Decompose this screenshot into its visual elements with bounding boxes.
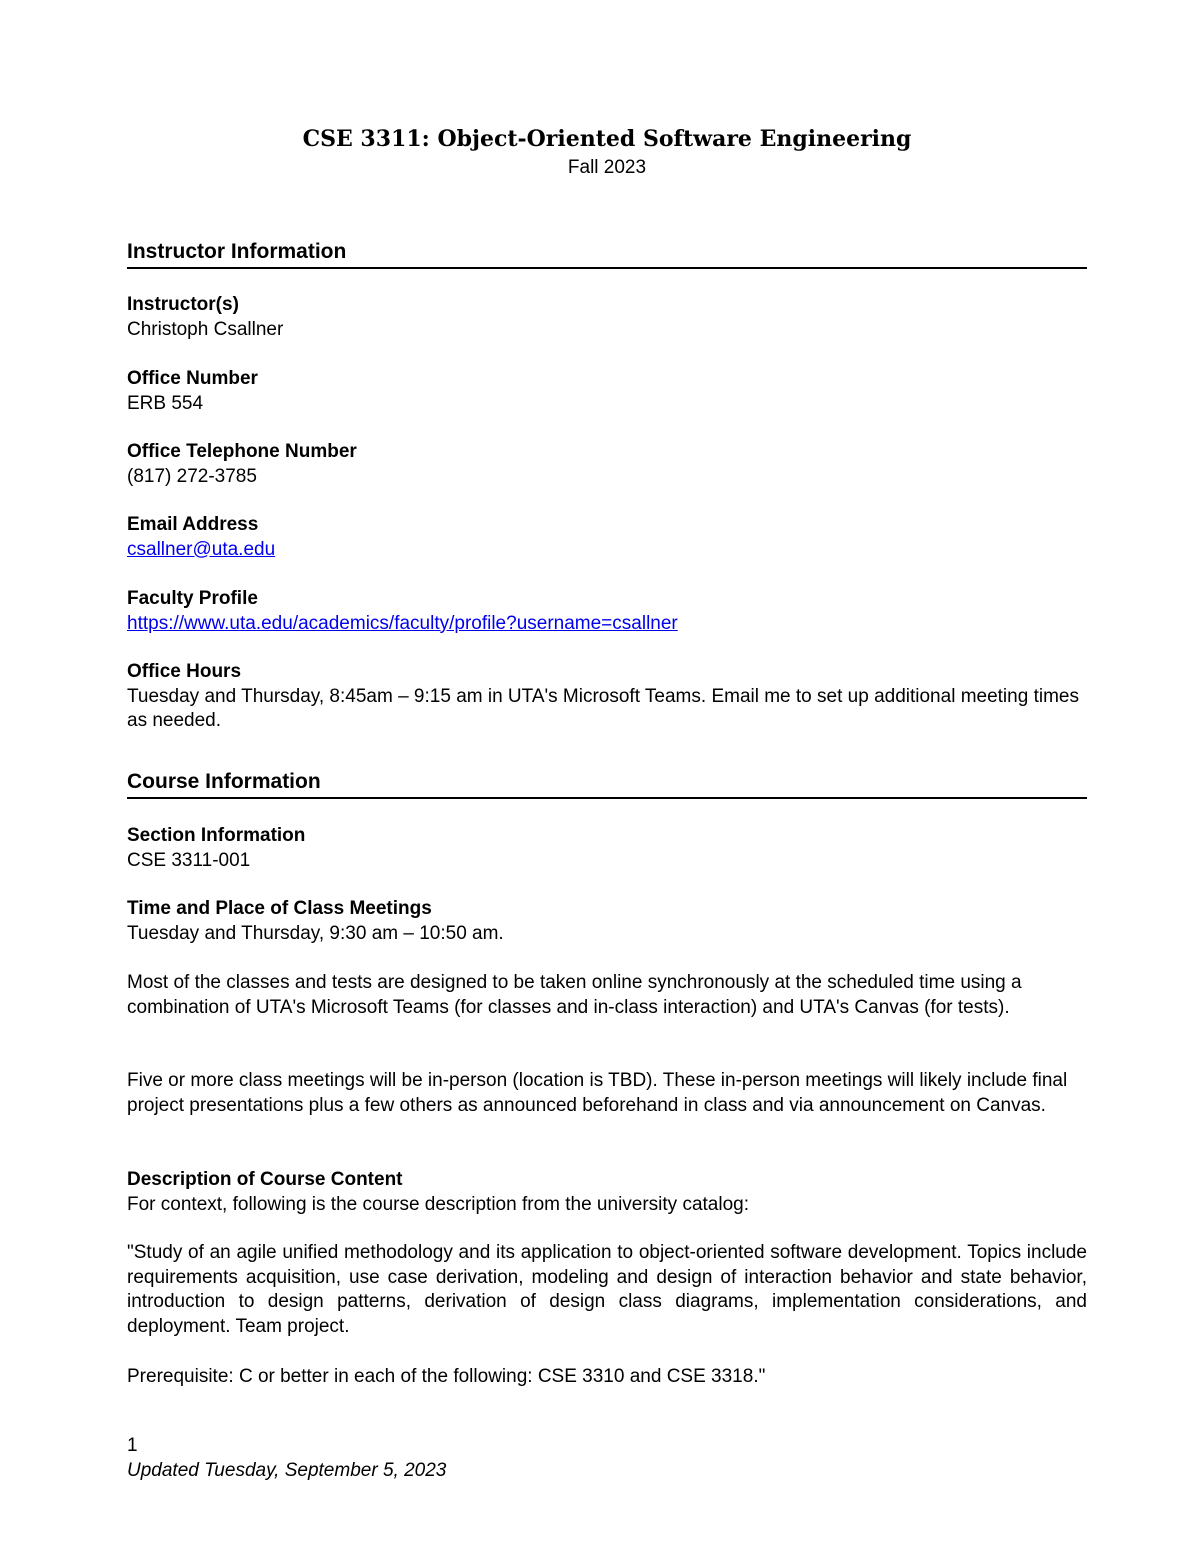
online-classes-paragraph: Most of the classes and tests are designed to be taken online synchronously at the scheduled time using a combination of UTA's Microsoft Teams (for classes and in-class interaction) and UTA's Canvas (for tests).	[127, 972, 1022, 1018]
in-person-paragraph: Five or more class meetings will be in-person (location is TBD). These in-person meetings will likely include final project presentations plus a few others as announced beforehand in class and via announcement on Canvas.	[127, 1070, 1068, 1116]
faculty-profile-label: Faculty Profile	[127, 588, 258, 609]
course-title: CSE 3311: Object-Oriented Software Engineering	[302, 126, 912, 152]
office-hours-label: Office Hours	[127, 661, 242, 682]
faculty-profile-block	[127, 587, 1087, 636]
class-meetings-label: Time and Place of Class Meetings	[127, 898, 432, 919]
class-meetings-block	[127, 897, 1087, 946]
class-meetings-value: Tuesday and Thursday, 9:30 am – 10:50 am.	[127, 922, 504, 944]
faculty-profile-link[interactable]: https://www.uta.edu/academics/faculty/profile?username=csallner	[127, 612, 678, 634]
office-phone-label: Office Telephone Number	[127, 441, 357, 462]
section-info-label: Section Information	[127, 825, 306, 846]
office-hours-block	[127, 660, 1087, 734]
office-hours-value: Tuesday and Thursday, 8:45am – 9:15 am in UTA's Microsoft Teams. Email me to set up additional meeting times as needed.	[127, 685, 1079, 731]
section-info-value: CSE 3311-001	[127, 849, 251, 871]
email-block	[127, 513, 1087, 562]
office-phone-value: (817) 272-3785	[127, 465, 257, 487]
section-info-block	[127, 824, 1087, 873]
instructors-value: Christoph Csallner	[127, 318, 284, 340]
course-description-label: Description of Course Content	[127, 1169, 403, 1190]
course-term: Fall 2023	[567, 157, 647, 178]
page-number: 1	[127, 1435, 138, 1456]
office-number-value: ERB 554	[127, 392, 204, 414]
instructor-information-heading: Instructor Information	[127, 239, 1087, 269]
instructors-label: Instructor(s)	[127, 294, 239, 315]
email-label: Email Address	[127, 514, 259, 535]
updated-date: Updated Tuesday, September 5, 2023	[127, 1460, 447, 1481]
email-link[interactable]: csallner@uta.edu	[127, 538, 276, 560]
syllabus-page	[127, 0, 1087, 1553]
instructors-block	[127, 293, 1087, 342]
office-number-label: Office Number	[127, 368, 258, 389]
course-description-intro: For context, following is the course description from the university catalog:	[127, 1193, 750, 1215]
office-number-block	[127, 367, 1087, 416]
course-information-heading: Course Information	[127, 769, 1087, 799]
course-description-block	[127, 1168, 1087, 1217]
prerequisite-paragraph: Prerequisite: C or better in each of the following: CSE 3310 and CSE 3318."	[127, 1366, 766, 1387]
office-phone-block	[127, 440, 1087, 489]
catalog-description-paragraph: "Study of an agile unified methodology and its application to object-oriented software development. Topics include requirements acquisition, use case derivation, modeling and design of interaction behavior and state behavior, introduction to design patterns, derivation of design class diagrams, implementation considerations, and deployment. Team project.	[127, 1242, 1087, 1337]
